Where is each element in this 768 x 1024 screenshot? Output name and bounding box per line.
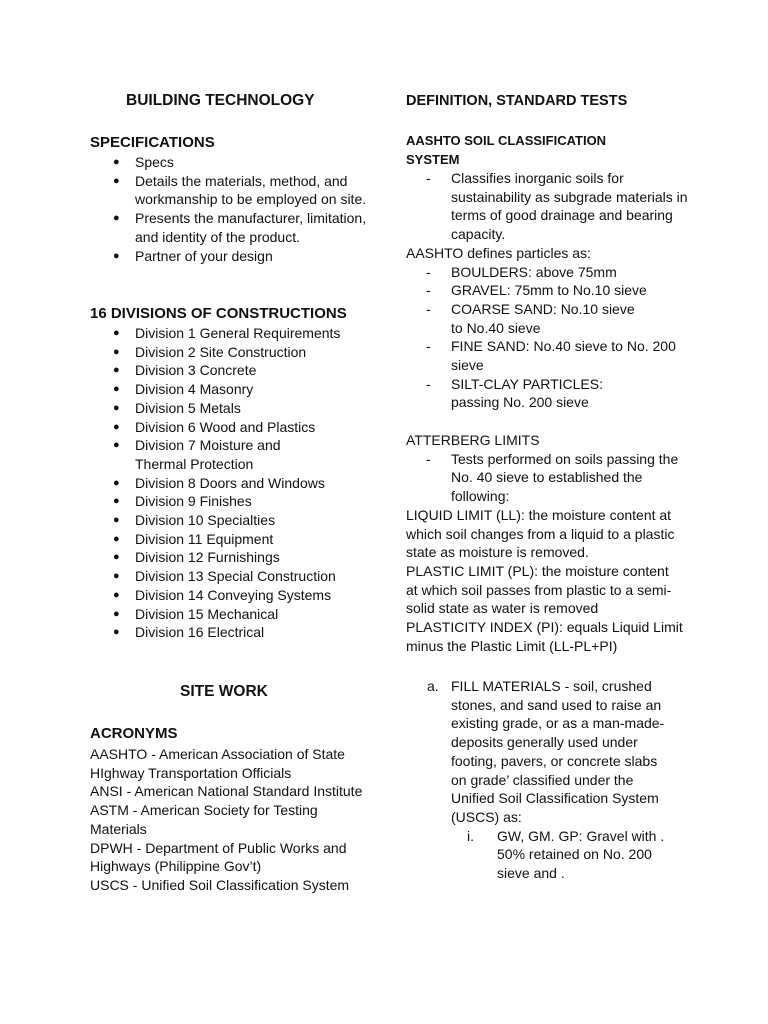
list-item: - GRAVEL: 75mm to No.10 sieve bbox=[426, 282, 647, 299]
list-item: ● Division 9 Finishes bbox=[113, 493, 252, 510]
list-item: ● Division 10 Specialties bbox=[113, 512, 276, 529]
plastic-limit-definition: PLASTIC LIMIT (PL): the moisture content at which soil passes from plastic to a semi-solid state as water is removed bbox=[406, 562, 672, 617]
list-item: a. FILL MATERIALS - soil, crushed stones, and sand used to raise an existing grade, or as a man-made-deposits generally used under footing, pavers, or concrete slabs on grade’ classified under the Unified Soil Classification System (USCS) as: bbox=[427, 678, 665, 825]
list-item: ● Division 3 Concrete bbox=[113, 362, 257, 379]
list-item: ● Partner of your design bbox=[113, 247, 273, 264]
list-item: - SILT-CLAY PARTICLES: passing No. 200 sieve bbox=[426, 375, 603, 411]
list-item: ● Division 7 Moisture and Thermal Protection bbox=[113, 437, 281, 472]
list-item: - Tests performed on soils passing the No. 40 sieve to established the following: bbox=[426, 450, 679, 505]
list-item: ● Specs bbox=[113, 154, 174, 170]
list-item: ● Presents the manufacturer, limitation, and identity of the product. bbox=[113, 210, 367, 245]
list-item: ● Division 14 Conveying Systems bbox=[113, 586, 332, 603]
acronym-entry: AASHTO - American Association of State HIghway Transportation Officials bbox=[90, 746, 345, 781]
fill-materials-section bbox=[406, 677, 691, 883]
list-item: ● Division 8 Doors and Windows bbox=[113, 474, 325, 491]
divisions-list bbox=[90, 324, 370, 642]
list-item: ● Details the materials, method, and workmanship to be employed on site. bbox=[113, 172, 367, 208]
atterberg-heading: ATTERBERG LIMITS bbox=[406, 432, 540, 448]
list-item: ● Division 11 Equipment bbox=[113, 530, 274, 547]
particles-list bbox=[406, 263, 691, 413]
aashto-description-list bbox=[406, 169, 691, 244]
acronym-entry: ANSI - American National Standard Institute bbox=[90, 783, 363, 800]
list-item: ● Division 13 Special Construction bbox=[113, 568, 336, 585]
atterberg-section bbox=[406, 431, 691, 655]
list-item: - COARSE SAND: No.10 sieve to No.40 sieve bbox=[426, 300, 635, 336]
aashto-heading: AASHTO SOIL CLASSIFICATION SYSTEM bbox=[406, 133, 607, 167]
aashto-section bbox=[406, 169, 691, 412]
list-item: - Classifies inorganic soils for sustainability as subgrade materials in terms of good drainage and bearing capacity. bbox=[426, 170, 688, 243]
list-item: - FINE SAND: No.40 sieve to No. 200 sieve bbox=[426, 338, 676, 374]
site-work-title: SITE WORK bbox=[180, 683, 268, 700]
document-title: BUILDING TECHNOLOGY bbox=[126, 92, 315, 109]
particles-intro: AASHTO defines particles as: bbox=[406, 244, 591, 261]
specifications-heading: SPECIFICATIONS bbox=[90, 134, 215, 151]
list-item: ● Division 16 Electrical bbox=[113, 624, 265, 641]
list-item: ● Division 1 General Requirements bbox=[113, 325, 341, 341]
fill-sub-list bbox=[406, 827, 691, 883]
list-item: ● Division 5 Metals bbox=[113, 399, 241, 416]
acronym-entry: DPWH - Department of Public Works and Highways (Philippine Gov’t) bbox=[90, 839, 347, 875]
definitions-title: DEFINITION, STANDARD TESTS bbox=[406, 93, 628, 109]
fill-materials-list bbox=[406, 677, 691, 827]
list-item: ● Division 12 Furnishings bbox=[113, 549, 280, 566]
acronym-entry: USCS - Unified Soil Classification System bbox=[90, 876, 350, 893]
acronyms-list bbox=[90, 745, 370, 895]
liquid-limit-definition: LIQUID LIMIT (LL): the moisture content at which soil changes from a liquid to a plastic state as moisture is removed. bbox=[406, 506, 675, 561]
acronym-entry: ASTM - American Society for Testing Materials bbox=[90, 802, 318, 837]
atterberg-list bbox=[406, 450, 691, 506]
list-item: i. GW, GM. GP: Gravel with . 50% retained on No. 200 sieve and . bbox=[467, 827, 665, 882]
list-item: ● Division 2 Site Construction bbox=[113, 343, 307, 360]
specifications-list bbox=[90, 153, 370, 265]
list-item: ● Division 4 Masonry bbox=[113, 381, 254, 398]
acronyms-heading: ACRONYMS bbox=[90, 725, 178, 742]
divisions-heading: 16 DIVISIONS OF CONSTRUCTIONS bbox=[90, 305, 347, 322]
list-item: ● Division 6 Wood and Plastics bbox=[113, 418, 316, 435]
list-item: ● Division 15 Mechanical bbox=[113, 605, 279, 622]
plasticity-index-definition: PLASTICITY INDEX (PI): equals Liquid Limit minus the Plastic Limit (LL-PL+PI) bbox=[406, 619, 683, 654]
list-item: - BOULDERS: above 75mm bbox=[426, 263, 617, 280]
